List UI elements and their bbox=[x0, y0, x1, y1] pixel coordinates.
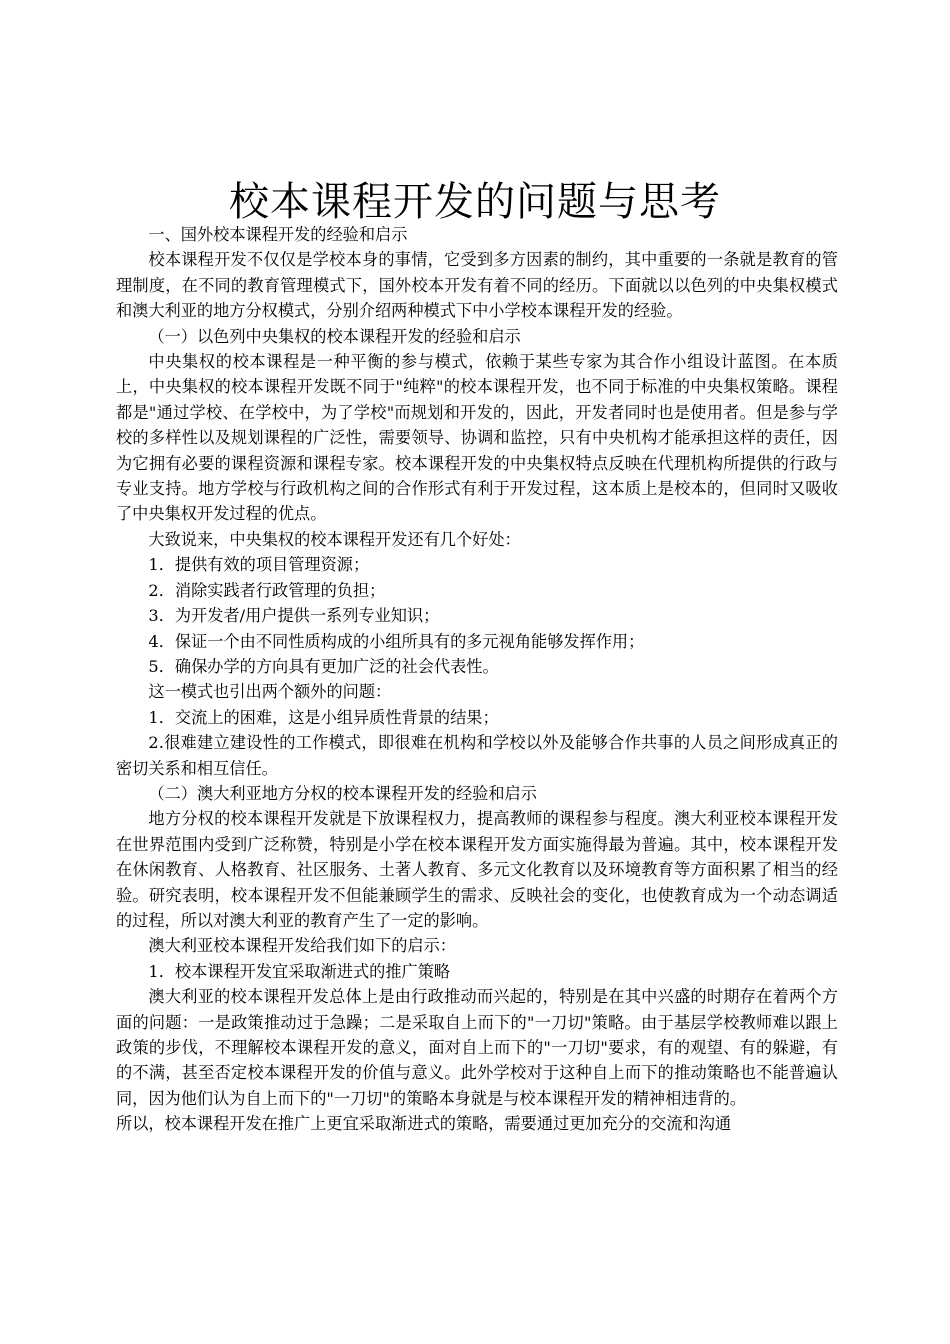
list-item-problem-1: 1．交流上的困难，这是小组异质性背景的结果； bbox=[148, 707, 499, 727]
list-item-benefit-4: 4．保证一个由不同性质构成的小组所具有的多元视角能够发挥作用； bbox=[148, 631, 645, 651]
paragraph-benefits-intro: 大致说来，中央集权的校本课程开发还有几个好处： bbox=[148, 529, 521, 549]
paragraph-problems-intro: 这一模式也引出两个额外的问题： bbox=[148, 682, 392, 702]
subsection-heading-israel: （一）以色列中央集权的校本课程开发的经验和启示 bbox=[148, 326, 521, 346]
document-body bbox=[116, 222, 838, 1137]
paragraph-australia-model: 地方分权的校本课程开发就是下放课程权力，提高教师的课程参与程度。澳大利亚校本课程开发在世界范围内受到广泛称赞，特别是小学在校本课程开发方面实施得最为普遍。其中，校本课程开发在休闲教育、人格教育、社区服务、土著人教育、多元文化教育以及环境教育等方面积累了相当的经验。研究表明，校本课程开发不但能兼顾学生的需求、反映社会的变化，也使教育成为一个动态调适的过程，所以对澳大利亚的教育产生了一定的影响。 bbox=[116, 809, 838, 930]
paragraph-lessons-intro: 澳大利亚校本课程开发给我们如下的启示： bbox=[148, 936, 456, 956]
list-item-benefit-1: 1．提供有效的项目管理资源； bbox=[148, 555, 370, 575]
paragraph-intro: 校本课程开发不仅仅是学校本身的事情，它受到多方因素的制约，其中重要的一条就是教育的管理制度，在不同的教育管理模式下，国外校本开发有着不同的经历。下面就以以色列的中央集权模式和澳大利亚的地方分权模式，分别介绍两种模式下中小学校本课程开发的经验。 bbox=[116, 250, 838, 321]
document-title: 校本课程开发的问题与思考 bbox=[229, 178, 721, 225]
list-item-benefit-3: 3．为开发者/用户提供一系列专业知识； bbox=[148, 606, 440, 626]
paragraph-conclusion: 所以，校本课程开发在推广上更宜采取渐进式的策略，需要通过更加充分的交流和沟通 bbox=[116, 1114, 732, 1134]
subsection-heading-australia: （二）澳大利亚地方分权的校本课程开发的经验和启示 bbox=[148, 783, 537, 803]
list-item-lesson-1: 1．校本课程开发宜采取渐进式的推广策略 bbox=[148, 961, 451, 981]
list-item-benefit-5: 5．确保办学的方向具有更加广泛的社会代表性。 bbox=[148, 656, 499, 676]
list-item-benefit-2: 2．消除实践者行政管理的负担； bbox=[148, 580, 386, 600]
paragraph-lesson-1-detail: 澳大利亚的校本课程开发总体上是由行政推动而兴起的，特别是在其中兴盛的时期存在着两个方面的问题：一是政策推动过于急躁；二是采取自上而下的"一刀切"策略。由于基层学校教师难以跟上政策的步伐，不理解校本课程开发的意义，面对自上而下的"一刀切"要求，有的观望、有的躲避，有的不满，甚至否定校本课程开发的价值与意义。此外学校对于这种自上而下的推动策略也不能普遍认同，因为他们认为自上而下的"一刀切"的策略本身就是与校本课程开发的精神相违背的。 bbox=[116, 987, 838, 1108]
section-heading-1: 一、国外校本课程开发的经验和启示 bbox=[148, 225, 408, 244]
paragraph-israel-model: 中央集权的校本课程是一种平衡的参与模式，依赖于某些专家为其合作小组设计蓝图。在本质上，中央集权的校本课程开发既不同于"纯粹"的校本课程开发，也不同于标准的中央集权策略。课程都是"通过学校、在学校中，为了学校"而规划和开发的，因此，开发者同时也是使用者。但是参与学校的多样性以及规划课程的广泛性，需要领导、协调和监控，只有中央机构才能承担这样的责任，因为它拥有必要的课程资源和课程专家。校本课程开发的中央集权特点反映在代理机构所提供的行政与专业支持。地方学校与行政机构之间的合作形式有利于开发过程，这本质上是校本的，但同时又吸收了中央集权开发过程的优点。 bbox=[116, 352, 838, 524]
list-item-problem-2: 2.很难建立建设性的工作模式，即很难在机构和学校以外及能够合作共事的人员之间形成真正的密切关系和相互信任。 bbox=[116, 733, 838, 778]
